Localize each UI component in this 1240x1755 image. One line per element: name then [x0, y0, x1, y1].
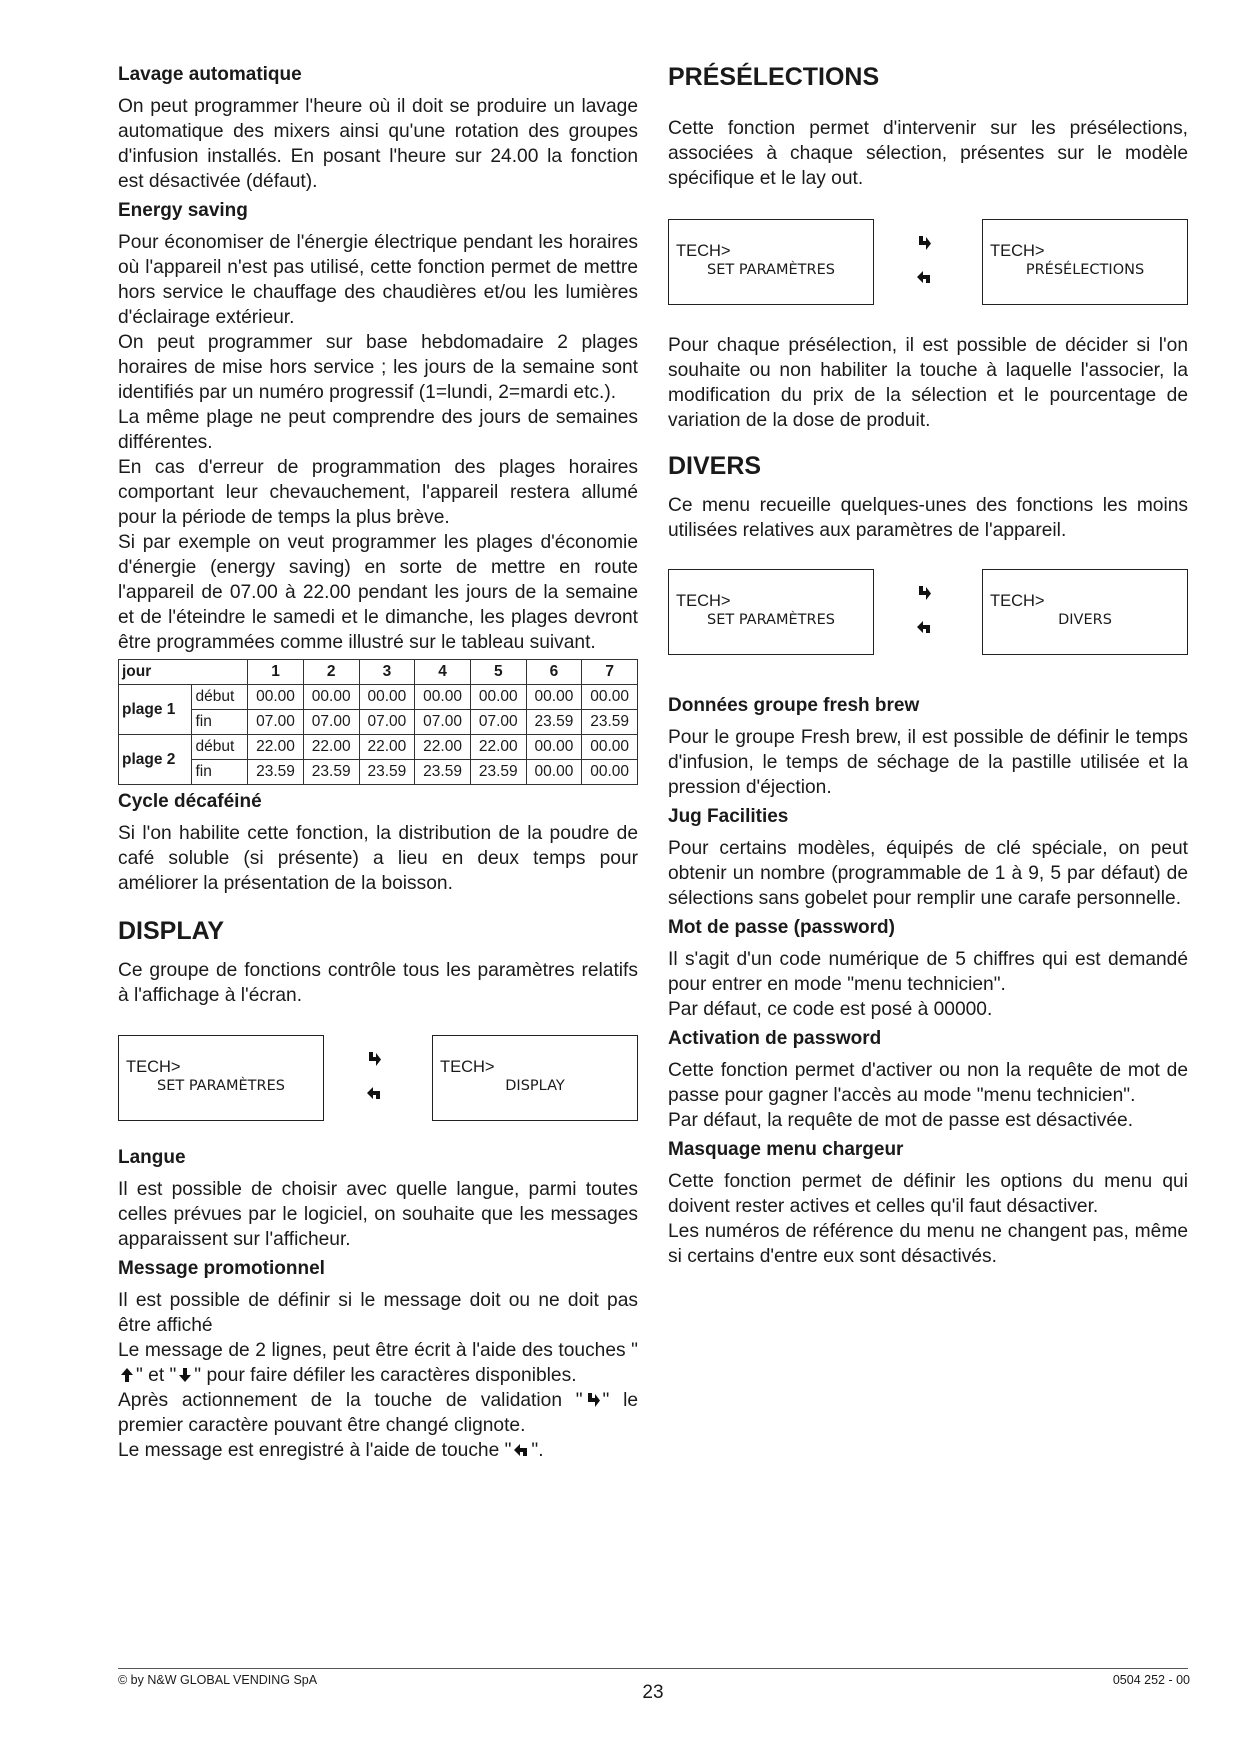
- lavage-text: On peut programmer l'heure où il doit se produire un lavage automatique des mixers ainsi qu'une rotation des groupes d'infusion installés. En posant l'heure sur 24.00 la fonction est désactivée (défaut).: [118, 96, 638, 192]
- table-cell: 22.00: [470, 735, 526, 760]
- promo-text: " pour faire défiler les caractères disponibles.: [194, 1365, 577, 1386]
- table-cell: 00.00: [248, 685, 304, 710]
- table-cell: 23.59: [248, 760, 304, 785]
- menu-box-preselections: [982, 219, 1188, 305]
- back-arrow-icon: [366, 1085, 382, 1101]
- table-header-row: [119, 660, 638, 685]
- table-debut-label: début: [192, 685, 248, 710]
- table-day-header: 3: [359, 660, 415, 685]
- table-cell: 07.00: [415, 710, 471, 735]
- preselections-menu-diagram: [668, 219, 1188, 305]
- cycle-title: Cycle décaféiné: [118, 791, 262, 812]
- menu-box-line2: PRÉSÉLECTIONS: [1025, 262, 1145, 278]
- energy-paragraph-1: Pour économiser de l'énergie électrique pendant les horaires où l'appareil n'est pas utilisé, cette fonction permet de mettre hors service le chauffage des chaudières et/ou les lumières d'éclairage extérieur.: [118, 232, 638, 328]
- password-paragraph-2: Par défaut, ce code est posé à 00000.: [668, 999, 993, 1020]
- table-cell: 00.00: [526, 685, 582, 710]
- menu-box-line1: TECH>: [126, 1058, 181, 1076]
- menu-box-line2: DIVERS: [1058, 612, 1112, 628]
- footer-copyright: © by N&W GLOBAL VENDING SpA: [118, 1673, 318, 1687]
- menu-box-line1: TECH>: [676, 592, 731, 610]
- activation-paragraph-1: Cette fonction permet d'activer ou non la requête de mot de passe pour gagner l'accès au mode "menu technicien".: [668, 1060, 1188, 1106]
- table-day-header: 6: [526, 660, 582, 685]
- menu-box-line1: TECH>: [990, 592, 1045, 610]
- password-title: Mot de passe (password): [668, 917, 895, 938]
- menu-box-line2: SET PARAMÈTRES: [707, 262, 835, 278]
- page-number: 23: [642, 1682, 664, 1703]
- display-menu-diagram: [118, 1035, 638, 1121]
- menu-box-divers: [982, 569, 1188, 655]
- langue-text: Il est possible de choisir avec quelle langue, parmi toutes celles prévues par le logiciel, on souhaite que les messages apparaissent sur l'afficheur.: [118, 1179, 638, 1250]
- promo-text: Après actionnement de la touche de validation ": [118, 1390, 583, 1411]
- menu-box-display: [432, 1035, 638, 1121]
- back-arrow-icon: [916, 269, 932, 285]
- table-row: [119, 710, 638, 735]
- jug-title: Jug Facilities: [668, 806, 789, 827]
- preselections-heading: PRÉSÉLECTIONS: [668, 63, 880, 91]
- table-cell: 23.59: [582, 710, 638, 735]
- preselections-text: Cette fonction permet d'intervenir sur les présélections, associées à chaque sélection, présentes sur le modèle spécifique et le lay out.: [668, 118, 1188, 189]
- arrow-up-icon: [120, 1367, 134, 1383]
- promo-paragraph-4: [118, 1438, 638, 1463]
- activation-title: Activation de password: [668, 1028, 882, 1049]
- table-cell: 07.00: [303, 710, 359, 735]
- table-cell: 23.59: [415, 760, 471, 785]
- table-plage2-label: plage 2: [119, 735, 192, 785]
- menu-box-line2: SET PARAMÈTRES: [157, 1078, 285, 1094]
- table-cell: 00.00: [526, 760, 582, 785]
- masquage-title: Masquage menu chargeur: [668, 1139, 904, 1160]
- cycle-text: Si l'on habilite cette fonction, la distribution de la poudre de café soluble (si présente) a lieu en deux temps pour améliorer la présentation de la boisson.: [118, 823, 638, 894]
- table-fin-label: fin: [192, 760, 248, 785]
- table-cell: 00.00: [470, 685, 526, 710]
- table-cell: 00.00: [415, 685, 471, 710]
- table-day-header: 5: [470, 660, 526, 685]
- energy-paragraph-4: En cas d'erreur de programmation des plages horaires comportant leur chevauchement, l'appareil restera allumé pour la période de temps la plus brève.: [118, 457, 638, 528]
- promo-text: Le message de 2 lignes, peut être écrit à l'aide des touches ": [118, 1340, 638, 1361]
- menu-box-line2: SET PARAMÈTRES: [707, 612, 835, 628]
- plages-table: [118, 659, 638, 785]
- menu-box-set-parametres: [668, 569, 874, 655]
- masquage-paragraph-1: Cette fonction permet de définir les options du menu qui doivent rester actives et celles qu'il faut désactiver.: [668, 1171, 1188, 1217]
- enter-arrow-icon: [916, 235, 932, 251]
- lavage-title: Lavage automatique: [118, 64, 302, 85]
- table-cell: 00.00: [582, 735, 638, 760]
- jug-text: Pour certains modèles, équipés de clé spéciale, on peut obtenir un nombre (programmable de 1 à 9, 5 par défaut) de sélections sans gobelet pour remplir une carafe personnelle.: [668, 838, 1188, 909]
- fresh-brew-title: Données groupe fresh brew: [668, 695, 920, 716]
- menu-box-set-parametres: [118, 1035, 324, 1121]
- preselections-text-2: Pour chaque présélection, il est possible de décider si l'on souhaite ou non habiliter la touche à laquelle l'associer, la modification du prix de la sélection et le pourcentage de variation de la dose de produit.: [668, 335, 1188, 431]
- table-cell: 22.00: [303, 735, 359, 760]
- display-text: Ce groupe de fonctions contrôle tous les paramètres relatifs à l'affichage à l'écran.: [118, 960, 638, 1006]
- energy-paragraph-3: La même plage ne peut comprendre des jours de semaines différentes.: [118, 407, 638, 453]
- promo-text: " le premier caractère pouvant être changé clignote.: [118, 1390, 639, 1436]
- promo-text: ".: [531, 1440, 544, 1461]
- table-cell: 00.00: [526, 735, 582, 760]
- enter-arrow-icon: [916, 585, 932, 601]
- menu-box-line1: TECH>: [676, 242, 731, 260]
- table-cell: 00.00: [582, 685, 638, 710]
- right-column: [668, 62, 1188, 1269]
- divers-menu-diagram: [668, 569, 1188, 655]
- promo-text: Le message est enregistré à l'aide de touche ": [118, 1440, 512, 1461]
- table-day-header: 4: [415, 660, 471, 685]
- fresh-brew-text: Pour le groupe Fresh brew, il est possible de définir le temps d'infusion, le temps de séchage de la pastille utilisée et la pression d'éjection.: [668, 727, 1188, 798]
- energy-paragraph-2: On peut programmer sur base hebdomadaire 2 plages horaires de mise hors service ; les jours de la semaine sont identifiés par un numéro progressif (1=lundi, 2=mardi etc.).: [118, 332, 638, 403]
- promo-text: " et ": [136, 1365, 177, 1386]
- table-cell: 22.00: [359, 735, 415, 760]
- table-cell: 23.59: [526, 710, 582, 735]
- promo-paragraph-3: [118, 1388, 638, 1438]
- promo-paragraph-1: Il est possible de définir si le message doit ou ne doit pas être affiché: [118, 1290, 638, 1336]
- table-row: [119, 760, 638, 785]
- table-cell: 00.00: [582, 760, 638, 785]
- menu-box-set-parametres: [668, 219, 874, 305]
- menu-box-line1: TECH>: [440, 1058, 495, 1076]
- table-day-header: 1: [248, 660, 304, 685]
- table-cell: 23.59: [470, 760, 526, 785]
- table-cell: 07.00: [359, 710, 415, 735]
- display-heading: DISPLAY: [118, 917, 225, 945]
- table-cell: 22.00: [415, 735, 471, 760]
- menu-box-line1: TECH>: [990, 242, 1045, 260]
- table-cell: 23.59: [359, 760, 415, 785]
- table-jour-label: jour: [119, 660, 248, 685]
- activation-paragraph-2: Par défaut, la requête de mot de passe est désactivée.: [668, 1110, 1134, 1131]
- footer-reference: 0504 252 - 00: [1112, 1673, 1190, 1687]
- back-arrow-icon: [513, 1442, 529, 1458]
- promo-paragraph-2: [118, 1338, 638, 1388]
- table-plage1-label: plage 1: [119, 685, 192, 735]
- table-cell: 00.00: [359, 685, 415, 710]
- left-column: [118, 62, 638, 1463]
- energy-paragraph-5: Si par exemple on veut programmer les plages d'économie d'énergie (energy saving) en sorte de mettre en route l'appareil de 07.00 à 22.00 pendant les jours de la semaine et de l'éteindre le samedi et le dimanche, les plages devront être programmées comme illustré sur le tableau suivant.: [118, 532, 638, 653]
- masquage-paragraph-2: Les numéros de référence du menu ne changent pas, même si certains d'entre eux sont désactivés.: [668, 1221, 1188, 1267]
- table-cell: 23.59: [303, 760, 359, 785]
- table-cell: 07.00: [470, 710, 526, 735]
- table-fin-label: fin: [192, 710, 248, 735]
- table-cell: 07.00: [248, 710, 304, 735]
- table-cell: 00.00: [303, 685, 359, 710]
- arrow-down-icon: [178, 1367, 192, 1383]
- energy-title: Energy saving: [118, 200, 248, 221]
- menu-box-line2: DISPLAY: [505, 1078, 565, 1094]
- table-debut-label: début: [192, 735, 248, 760]
- enter-arrow-icon: [366, 1051, 382, 1067]
- table-day-header: 2: [303, 660, 359, 685]
- enter-arrow-icon: [585, 1392, 601, 1408]
- table-row: [119, 685, 638, 710]
- divers-heading: DIVERS: [668, 452, 762, 480]
- footer-rule: [118, 1668, 1188, 1669]
- promo-title: Message promotionnel: [118, 1258, 325, 1279]
- password-paragraph-1: Il s'agit d'un code numérique de 5 chiffres qui est demandé pour entrer en mode "menu technicien".: [668, 949, 1188, 995]
- table-row: [119, 735, 638, 760]
- divers-text: Ce menu recueille quelques-unes des fonctions les moins utilisées relatives aux paramètres de l'appareil.: [668, 495, 1188, 541]
- langue-title: Langue: [118, 1147, 186, 1168]
- table-cell: 22.00: [248, 735, 304, 760]
- table-day-header: 7: [582, 660, 638, 685]
- back-arrow-icon: [916, 619, 932, 635]
